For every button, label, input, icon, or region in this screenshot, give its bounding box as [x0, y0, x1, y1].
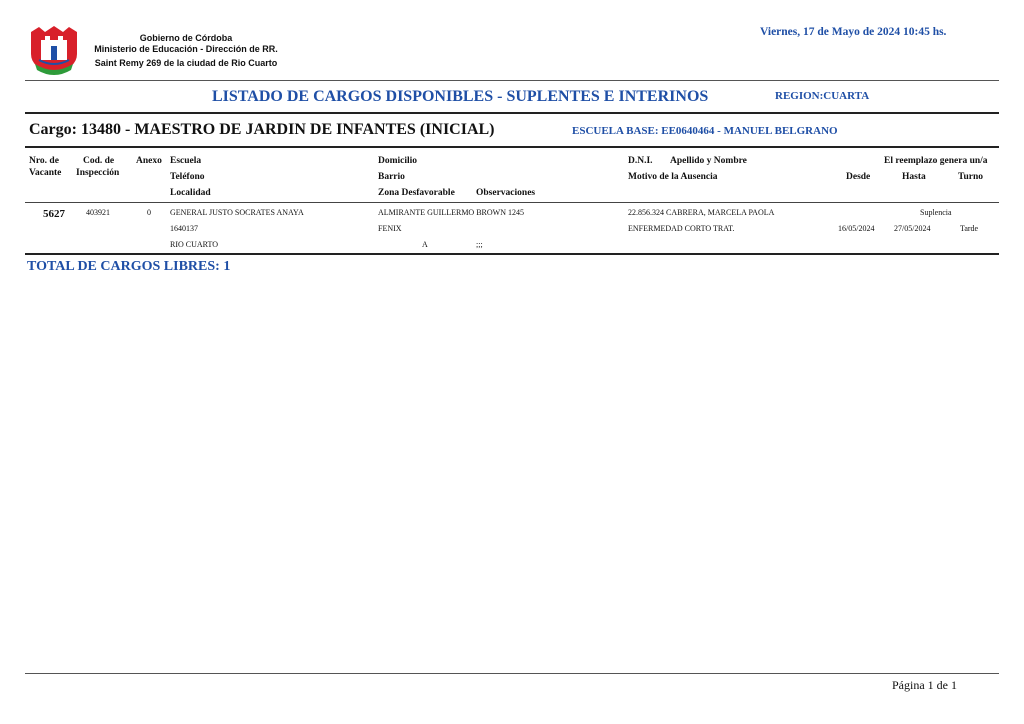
footer-divider: [25, 673, 999, 674]
cell-zona: A: [422, 240, 428, 249]
escuela-base-label: ESCUELA BASE: EE0640464 - MANUEL BELGRANO: [572, 125, 838, 137]
org-line-address: Saint Remy 269 de la ciudad de Rio Cuarto: [94, 58, 278, 68]
cell-localidad: RIO CUARTO: [170, 240, 219, 249]
col-domicilio: Domicilio: [378, 156, 418, 166]
cell-observaciones: ;;;: [476, 240, 483, 249]
col-localidad: Localidad: [170, 188, 211, 198]
total-cargos-libres: TOTAL DE CARGOS LIBRES: 1: [27, 259, 231, 274]
header-row-divider: [25, 202, 999, 203]
col-barrio: Barrio: [378, 172, 405, 182]
cell-escuela: GENERAL JUSTO SOCRATES ANAYA: [170, 208, 304, 217]
cell-cod-inspeccion: 403921: [86, 208, 110, 217]
cell-desde: 16/05/2024: [838, 224, 875, 233]
cell-barrio: FENIX: [378, 224, 402, 233]
report-datetime: Viernes, 17 de Mayo de 2024 10:45 hs.: [760, 26, 947, 38]
report-title: LISTADO DE CARGOS DISPONIBLES - SUPLENTES E INTERINOS: [212, 88, 709, 105]
cell-tipo-reemplazo: Suplencia: [920, 208, 952, 217]
col-apellido-nombre: Apellido y Nombre: [670, 156, 747, 166]
col-zona-desfavorable: Zona Desfavorable: [378, 188, 455, 198]
org-line-ministerio: Ministerio de Educación - Dirección de RR.: [94, 44, 278, 54]
cell-dni-nombre: 22.856.324 CABRERA, MARCELA PAOLA: [628, 208, 775, 217]
col-hasta: Hasta: [902, 172, 926, 182]
org-line-gobierno: Gobierno de Córdoba: [139, 33, 233, 43]
cell-domicilio: ALMIRANTE GUILLERMO BROWN 1245: [378, 208, 524, 217]
page-number: Página 1 de 1: [892, 678, 957, 692]
header-divider: [25, 80, 999, 81]
cell-turno: Tarde: [960, 224, 979, 233]
region-label: REGION:CUARTA: [775, 90, 870, 102]
table-bottom-divider: [25, 253, 999, 255]
col-telefono: Teléfono: [170, 172, 205, 182]
col-cod-inspeccion-1: Cod. de: [83, 156, 115, 166]
col-nro-vacante-2: Vacante: [29, 168, 62, 178]
col-anexo: Anexo: [136, 156, 162, 166]
cell-hasta: 27/05/2024: [894, 224, 931, 233]
col-turno: Turno: [958, 172, 983, 182]
col-cod-inspeccion-2: Inspección: [76, 168, 120, 178]
col-nro-vacante-1: Nro. de: [29, 156, 59, 166]
col-desde: Desde: [846, 172, 871, 182]
cell-anexo: 0: [147, 208, 151, 217]
cordoba-coat-of-arms-logo: [27, 24, 81, 78]
col-motivo-ausencia: Motivo de la Ausencia: [628, 172, 718, 182]
cell-nro-vacante: 5627: [43, 208, 65, 220]
col-reemplazo: El reemplazo genera un/a: [884, 156, 988, 166]
col-dni: D.N.I.: [628, 156, 653, 166]
cell-telefono: 1640137: [170, 224, 198, 233]
col-observaciones: Observaciones: [476, 188, 536, 198]
cargo-divider: [25, 146, 999, 148]
col-escuela: Escuela: [170, 156, 202, 166]
cell-motivo: ENFERMEDAD CORTO TRAT.: [628, 224, 735, 233]
title-divider: [25, 112, 999, 114]
cargo-label: Cargo: 13480 - MAESTRO DE JARDIN DE INFANTES (INICIAL): [29, 121, 495, 138]
